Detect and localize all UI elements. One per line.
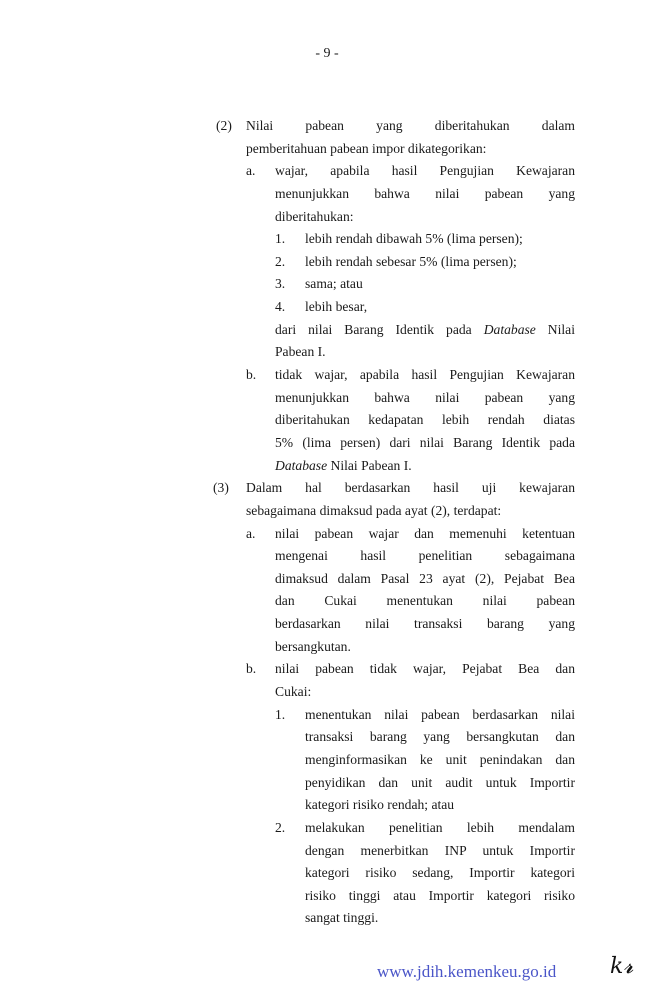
sub-item	[0, 817, 654, 930]
text-line: menunjukkan bahwa nilai pabean yang	[275, 185, 575, 201]
text-line: lebih rendah dibawah 5% (lima persen);	[305, 231, 523, 247]
item-number: b.	[246, 661, 257, 677]
sub-item	[0, 704, 654, 817]
sub-item	[0, 273, 654, 296]
text-line: kategori risiko rendah; atau	[305, 797, 455, 813]
text-line: menunjukkan bahwa nilai pabean yang	[275, 389, 575, 405]
clause	[0, 477, 654, 522]
text-line: nilai pabean tidak wajar, Pejabat Bea dan	[275, 661, 575, 677]
text-line: sangat tinggi.	[305, 910, 379, 926]
text-line: transaksi barang yang bersangkutan dan	[305, 729, 575, 745]
item-number: a.	[246, 525, 256, 541]
sub-item	[0, 364, 654, 477]
continuation	[0, 319, 654, 364]
text-line: risiko tinggi atau Importir kategori risiko	[305, 887, 575, 903]
text-line: diberitahukan:	[275, 208, 354, 224]
sub-item	[0, 523, 654, 659]
text-line: melakukan penelitian lebih mendalam	[305, 819, 575, 835]
sub-item	[0, 251, 654, 274]
text-line: dengan menerbitkan INP untuk Importir	[305, 842, 575, 858]
text-line: nilai pabean wajar dan memenuhi ketentuan	[275, 525, 575, 541]
sub-item	[0, 296, 654, 319]
item-number: a.	[246, 163, 256, 179]
text-line: diberitahukan kedapatan lebih rendah diatas	[275, 412, 575, 428]
text-line: dimaksud dalam Pasal 23 ayat (2), Pejabat Bea	[275, 570, 575, 586]
item-number: 4.	[275, 299, 286, 315]
sub-item	[0, 160, 654, 228]
text-line: Pabean I.	[275, 344, 326, 360]
text-line: kategori risiko sedang, Importir kategori	[305, 865, 575, 881]
initials-signature: k𝓻	[610, 954, 634, 979]
text-line: Database Nilai Pabean I.	[275, 457, 412, 473]
text-line: mengenai hasil penelitian sebagaimana	[275, 548, 575, 564]
text-line: Nilai pabean yang diberitahukan dalam	[246, 118, 575, 133]
text-line: wajar, apabila hasil Pengujian Kewajaran	[275, 163, 575, 179]
text-line: dari nilai Barang Identik pada Database Nilai	[275, 321, 575, 337]
text-line: pemberitahuan pabean impor dikategorikan:	[246, 140, 487, 156]
item-number: 1.	[275, 706, 286, 722]
text-line: berdasarkan nilai transaksi barang yang	[275, 616, 575, 632]
text-line: sama; atau	[305, 276, 363, 292]
item-number: 3.	[275, 276, 286, 292]
item-number: (2)	[216, 118, 232, 133]
item-number: 2.	[275, 819, 286, 835]
item-number: 1.	[275, 231, 286, 247]
text-line: sebagaimana dimaksud pada ayat (2), terdapat:	[246, 502, 502, 518]
sub-item	[0, 228, 654, 251]
clause	[0, 115, 654, 160]
text-line: dan Cukai menentukan nilai pabean	[275, 593, 575, 609]
text-line: tidak wajar, apabila hasil Pengujian Kewajaran	[275, 367, 575, 383]
text-line: lebih besar,	[305, 299, 368, 315]
item-number: 2.	[275, 253, 286, 269]
text-line: 5% (lima persen) dari nilai Barang Identik pada	[275, 434, 575, 450]
sub-item	[0, 658, 654, 703]
text-line: menginformasikan ke unit penindakan dan	[305, 751, 575, 767]
text-line: Cukai:	[275, 684, 312, 700]
text-line: Dalam hal berdasarkan hasil uji kewajaran	[246, 480, 575, 496]
footer-link[interactable]: www.jdih.kemenkeu.go.id	[377, 962, 557, 981]
text-line: lebih rendah sebesar 5% (lima persen);	[305, 253, 517, 269]
text-line: penyidikan dan unit audit untuk Importir	[305, 774, 575, 790]
item-number: b.	[246, 367, 257, 383]
text-line: bersangkutan.	[275, 638, 351, 654]
text-line: menentukan nilai pabean berdasarkan nilai	[305, 706, 575, 722]
item-number: (3)	[213, 480, 229, 496]
document-body	[0, 115, 654, 930]
page-number: - 9 -	[315, 46, 339, 61]
